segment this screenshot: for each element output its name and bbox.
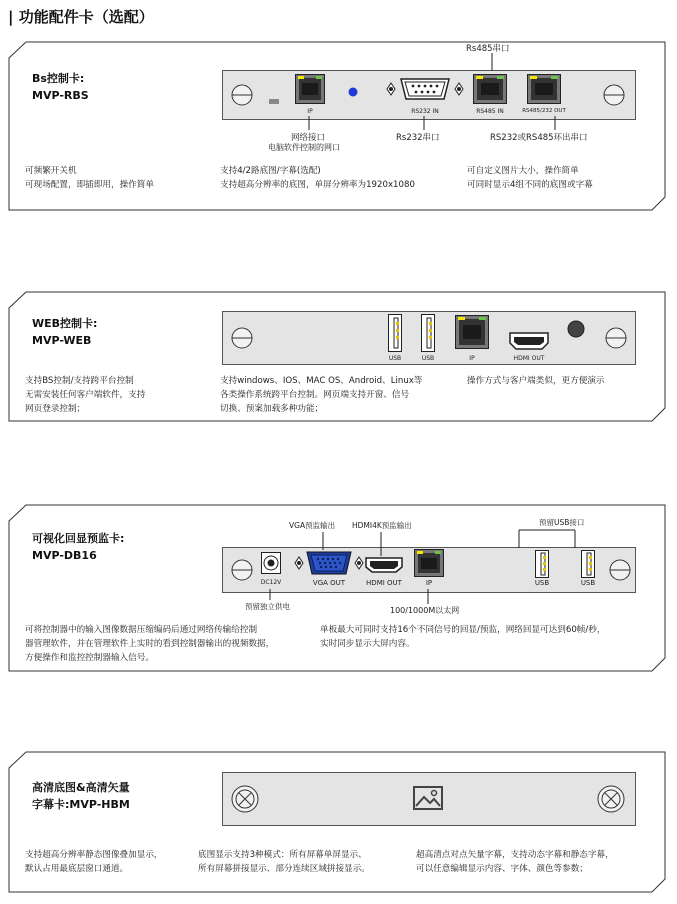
port-label-usb: USB [388,355,402,362]
hbm-desc-col3 [416,848,614,876]
port-label-usb: USB [421,355,435,362]
desc-line: 支持BS控制/支持跨平台控制 [25,376,134,386]
hdmi-port-icon [509,332,549,350]
desc-line: 所有屏幕拼接显示、部分连续区域拼接显示。 [198,864,370,874]
card-title-line2: MVP-DB16 [32,549,97,562]
callout-rs485-serial: Rs485串口 [466,44,510,54]
card-hbm [0,742,677,904]
card-title-line2: MVP-RBS [32,89,89,102]
desc-line: 可自定义图片大小，操作简单 [467,166,579,176]
callout-rs232-rs485-loop: RS232或RS485环出串口 [490,133,588,143]
hbm-desc-col1 [25,848,163,876]
desc-line: 超高清点对点矢量字幕，支持动态字幕和静态字幕， [416,850,614,860]
callout-network-port-sub: 电脑软件控制的网口 [268,143,340,152]
hbm-desc-col2 [198,848,370,876]
desc-line: 器管理软件，并在管理软件上实时的看到控制器输出的视频数据， [25,639,275,649]
desc-line: 切换、预案加载多种功能； [220,404,324,414]
web-desc-col3 [467,374,605,388]
card-db16 [0,500,677,680]
port-label-vga-out: VGA OUT [312,579,346,587]
desc-line: 实时同步显示大屏内容。 [320,639,415,649]
page-title: | 功能配件卡（选配） [8,8,154,26]
desc-line: 方便操作和监控控制器输入信号。 [25,653,154,663]
rbs-desc-col2 [220,164,415,192]
desc-line: 可同时显示4组不同的底图或字幕 [467,180,593,190]
web-desc-col2 [220,374,422,416]
port-label-ip: IP [469,355,475,362]
desc-line: 可频繁开关机 [25,166,77,176]
card-title-line1: Bs控制卡: [32,72,85,85]
ethernet-port-icon [455,315,489,349]
card-rbs [0,30,677,215]
card-title [32,315,97,349]
desc-line: 支持超高分辨率的底图，单屏分辨率为1920x1080 [220,180,415,190]
screw-icon [605,327,627,349]
port-label-ip: IP [307,108,313,115]
port-label-dc12v: DC12V [260,579,282,586]
db16-desc-col1 [25,623,274,665]
desc-line: 各类操作系统跨平台控制。网页端支持开窗、信号 [220,390,410,400]
callout-reserved-usb: 预留USB接口 [539,518,585,527]
rbs-desc-col3 [467,164,593,192]
callout-network-port: 网络接口 [291,133,326,143]
desc-line: 支持超高分辨率静态图像叠加显示， [25,850,163,860]
card-web [0,282,677,427]
hbm-panel-plate [222,772,636,826]
port-label-hdmi-out: HDMI OUT [513,355,545,362]
port-label-usb: USB [534,579,550,587]
card-title-line1: 高清底图&高清矢量 [32,781,130,794]
desc-line: 操作方式与客户端类似，更方便演示 [467,376,605,386]
card-title-line1: 可视化回显预监卡: [32,532,125,545]
desc-line: 无需安装任何客户端软件，支持 [25,390,146,400]
screw-icon [597,785,625,813]
web-desc-col1 [25,374,145,416]
card-title-line2: MVP-WEB [32,334,92,347]
callout-rs232-serial: Rs232串口 [396,133,440,143]
port-label-rs232-in: RS232 IN [411,108,439,115]
desc-line: 可以任意编辑显示内容、字体、颜色等参数； [416,864,588,874]
port-label-hdmi-out: HDMI OUT [366,579,402,587]
rbs-desc-col1 [25,164,154,192]
web-panel-plate [222,311,636,365]
callout-reserved-power: 预留独立供电 [245,602,290,611]
image-icon [413,786,443,810]
usb-port-icon [421,314,435,352]
desc-line: 支持windows、IOS、MAC OS、Android、Linux等 [220,376,423,386]
callout-hdmi-4k-preview: HDMI4K预监输出 [352,521,412,530]
port-label-usb: USB [580,579,596,587]
usb-port-icon [388,314,402,352]
db16-desc-col2 [320,623,605,651]
port-label-rs485-232-out: RS485/232 OUT [522,108,566,114]
desc-line: 支持4/2路底图/字幕(选配) [220,166,321,176]
desc-line: 可将控制器中的输入图像数据压缩编码后通过网络传输给控制 [25,625,258,635]
desc-line: 可现场配置，即插即用，操作简单 [25,180,154,190]
port-label-ip: IP [425,579,433,587]
desc-line: 默认占用最底层窗口通道。 [25,864,129,874]
screw-icon [231,327,253,349]
port-label-rs485-in: RS485 IN [476,108,504,115]
desc-line: 网页登录控制； [25,404,86,414]
card-title-line2: 字幕卡:MVP-HBM [32,798,130,811]
button-knob-icon [567,320,585,338]
callout-vga-preview: VGA预监输出 [289,521,336,530]
desc-line: 单板最大可同时支持16个不同信号的回显/预监，网络回显可达到60帧/秒， [320,625,606,635]
screw-icon [231,785,259,813]
desc-line: 底图显示支持3种模式：所有屏幕单屏显示、 [198,850,367,860]
card-title-line1: WEB控制卡: [32,317,98,330]
callout-ethernet: 100/1000M以太网 [390,606,460,615]
card-title [32,779,130,813]
